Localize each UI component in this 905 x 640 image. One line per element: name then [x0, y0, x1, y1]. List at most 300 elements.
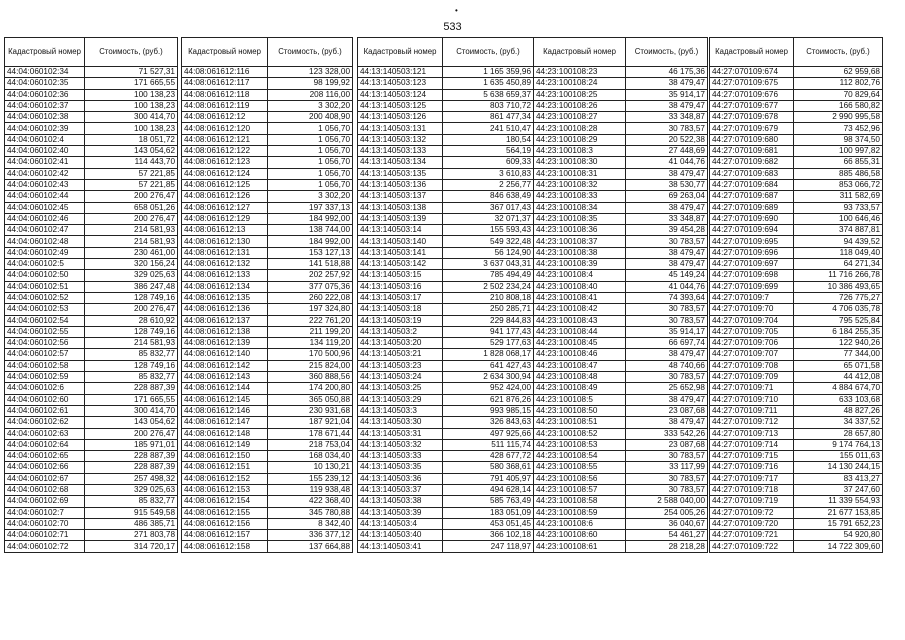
- table-row: [5, 123, 178, 134]
- cadastral-number: 44:23:100108:61: [534, 541, 626, 552]
- cadastral-number: 44:23:100108:48: [534, 372, 626, 383]
- cadastral-number: 44:04:060102:66: [5, 462, 85, 473]
- table-row: [710, 168, 883, 179]
- table-row: [534, 417, 708, 428]
- table-row: [710, 349, 883, 360]
- table-row: [182, 134, 353, 145]
- cost-value: 141 518,88: [268, 259, 353, 270]
- cadastral-number: 44:08:061612:157: [182, 530, 268, 541]
- cost-value: 21 677 153,85: [794, 507, 883, 518]
- table-row: [358, 168, 534, 179]
- table-row: [5, 473, 178, 484]
- table-row: [182, 349, 353, 360]
- cost-value: 94 439,52: [794, 236, 883, 247]
- table-row: [534, 146, 708, 157]
- table-row: [710, 360, 883, 371]
- cost-value: 1 056,70: [268, 157, 353, 168]
- cadastral-number: 44:13:140503:125: [358, 100, 443, 111]
- cost-value: 38 479,47: [626, 168, 708, 179]
- cadastral-number: 44:27:070109:675: [710, 78, 794, 89]
- cost-value: 100 997,82: [794, 146, 883, 157]
- table-row: [710, 259, 883, 270]
- table-row: [710, 428, 883, 439]
- cadastral-number: 44:08:061612:155: [182, 507, 268, 518]
- table-row: [182, 100, 353, 111]
- cost-value: 511 115,74: [443, 439, 534, 450]
- cost-table: [709, 37, 883, 553]
- table-row: [182, 315, 353, 326]
- cadastral-number: 44:08:061612:131: [182, 247, 268, 258]
- table-row: [710, 236, 883, 247]
- cadastral-number: 44:13:140503:135: [358, 168, 443, 179]
- cost-value: 197 337,13: [268, 202, 353, 213]
- cadastral-number: 44:23:100108:38: [534, 247, 626, 258]
- table-row: [358, 507, 534, 518]
- cadastral-number: 44:04:060102:67: [5, 473, 85, 484]
- table-row: [358, 67, 534, 78]
- table-row: [5, 157, 178, 168]
- table-row: [710, 157, 883, 168]
- table-row: [358, 473, 534, 484]
- cost-value: 93 733,57: [794, 202, 883, 213]
- cadastral-number: 44:04:060102:48: [5, 236, 85, 247]
- cadastral-number: 44:08:061612:125: [182, 179, 268, 190]
- cadastral-number: 44:23:100108:59: [534, 507, 626, 518]
- cadastral-number: 44:08:061612:138: [182, 326, 268, 337]
- cadastral-number: 44:27:070109:711: [710, 405, 794, 416]
- table-row: [358, 541, 534, 552]
- table-row: [182, 405, 353, 416]
- cadastral-number: 44:13:140503:132: [358, 134, 443, 145]
- cadastral-number: 44:04:060102:59: [5, 372, 85, 383]
- table-row: [5, 338, 178, 349]
- table-row: [182, 451, 353, 462]
- cadastral-number: 44:13:140503:133: [358, 146, 443, 157]
- cadastral-number: 44:08:061612:133: [182, 270, 268, 281]
- table-row: [5, 146, 178, 157]
- cost-value: 83 413,27: [794, 473, 883, 484]
- cadastral-number: 44:13:140503:39: [358, 507, 443, 518]
- cadastral-number: 44:13:140503:123: [358, 78, 443, 89]
- cadastral-number: 44:23:100108:45: [534, 338, 626, 349]
- cadastral-number: 44:27:070109:720: [710, 518, 794, 529]
- table-row: [358, 236, 534, 247]
- cadastral-number: 44:04:060102:43: [5, 179, 85, 190]
- table-row: [710, 530, 883, 541]
- cost-value: 178 671,44: [268, 428, 353, 439]
- table-row: [182, 439, 353, 450]
- cost-value: 210 808,18: [443, 292, 534, 303]
- cadastral-number: 44:08:061612:13: [182, 225, 268, 236]
- cost-value: 585 763,49: [443, 496, 534, 507]
- cadastral-number: 44:04:060102:55: [5, 326, 85, 337]
- cost-value: 70 829,64: [794, 89, 883, 100]
- cadastral-number: 44:13:140503:25: [358, 383, 443, 394]
- cost-value: 993 985,15: [443, 405, 534, 416]
- cost-value: 155 239,12: [268, 473, 353, 484]
- cost-value: 38 479,47: [626, 100, 708, 111]
- cost-value: 183 051,09: [443, 507, 534, 518]
- cost-value: 38 530,77: [626, 179, 708, 190]
- cadastral-number: 44:08:061612:154: [182, 496, 268, 507]
- cost-value: 300 414,70: [85, 405, 178, 416]
- cost-value: 128 749,16: [85, 326, 178, 337]
- cadastral-number: 44:23:100108:29: [534, 134, 626, 145]
- table-row: [182, 89, 353, 100]
- cost-value: 48 740,66: [626, 360, 708, 371]
- table-row: [534, 225, 708, 236]
- cadastral-number: 44:13:140503:35: [358, 462, 443, 473]
- cadastral-number: 44:13:140503:131: [358, 123, 443, 134]
- table-row: [358, 372, 534, 383]
- cadastral-number: 44:23:100108:39: [534, 259, 626, 270]
- cadastral-number: 44:04:060102:72: [5, 541, 85, 552]
- cost-value: 2 634 300,94: [443, 372, 534, 383]
- table-row: [5, 270, 178, 281]
- table-row: [710, 281, 883, 292]
- cadastral-number: 44:04:060102:42: [5, 168, 85, 179]
- table-row: [358, 349, 534, 360]
- table-row: [358, 518, 534, 529]
- table-row: [534, 123, 708, 134]
- cost-value: 35 914,17: [626, 326, 708, 337]
- table-row: [182, 112, 353, 123]
- table-row: [182, 383, 353, 394]
- cost-table: [357, 37, 534, 553]
- cadastral-number: 44:13:140503:17: [358, 292, 443, 303]
- cadastral-number: 44:04:060102:69: [5, 496, 85, 507]
- cost-value: 8 342,40: [268, 518, 353, 529]
- table-row: [710, 372, 883, 383]
- table-row: [358, 123, 534, 134]
- cost-value: 122 940,26: [794, 338, 883, 349]
- table-row: [710, 394, 883, 405]
- cost-value: 85 832,77: [85, 496, 178, 507]
- cadastral-number: 44:13:140503:137: [358, 191, 443, 202]
- cost-value: 853 066,72: [794, 179, 883, 190]
- cost-value: 360 888,56: [268, 372, 353, 383]
- cadastral-number: 44:23:100108:58: [534, 496, 626, 507]
- cost-value: 329 025,63: [85, 484, 178, 495]
- table-row: [534, 89, 708, 100]
- cadastral-number: 44:13:140503:121: [358, 67, 443, 78]
- table-row: [5, 496, 178, 507]
- cost-value: 30 783,57: [626, 484, 708, 495]
- table-row: [710, 78, 883, 89]
- table-row: [182, 259, 353, 270]
- cadastral-number: 44:23:100108:60: [534, 530, 626, 541]
- cost-value: 326 843,63: [443, 417, 534, 428]
- cost-value: 214 581,93: [85, 338, 178, 349]
- table-row: [534, 202, 708, 213]
- table-row: [358, 146, 534, 157]
- cost-value: 36 040,67: [626, 518, 708, 529]
- table-row: [710, 439, 883, 450]
- cost-value: 38 479,47: [626, 202, 708, 213]
- cadastral-number: 44:04:060102:35: [5, 78, 85, 89]
- cadastral-number: 44:13:140503:16: [358, 281, 443, 292]
- cost-value: 367 017,43: [443, 202, 534, 213]
- cost-value: 3 610,83: [443, 168, 534, 179]
- table-row: [534, 473, 708, 484]
- cost-value: 791 405,97: [443, 473, 534, 484]
- table-row: [5, 462, 178, 473]
- table-row: [534, 507, 708, 518]
- cost-value: 118 049,40: [794, 247, 883, 258]
- table-row: [5, 518, 178, 529]
- cadastral-number: 44:08:061612:129: [182, 213, 268, 224]
- table-row: [534, 292, 708, 303]
- table-row: [534, 428, 708, 439]
- table-row: [534, 168, 708, 179]
- cost-value: 184 992,00: [268, 213, 353, 224]
- cost-value: 128 749,16: [85, 360, 178, 371]
- cost-value: 37 247,60: [794, 484, 883, 495]
- cost-value: 138 744,00: [268, 225, 353, 236]
- cadastral-number: 44:27:070109:7: [710, 292, 794, 303]
- cadastral-number: 44:13:140503:19: [358, 315, 443, 326]
- cost-value: 123 328,00: [268, 67, 353, 78]
- cadastral-number: 44:23:100108:52: [534, 428, 626, 439]
- cadastral-number: 44:08:061612:151: [182, 462, 268, 473]
- cadastral-number: 44:27:070109:70: [710, 304, 794, 315]
- cadastral-number: 44:27:070109:704: [710, 315, 794, 326]
- table-row: [710, 191, 883, 202]
- cadastral-number: 44:04:060102:57: [5, 349, 85, 360]
- cost-value: 564,19: [443, 146, 534, 157]
- table-row: [534, 270, 708, 281]
- cadastral-number: 44:08:061612:144: [182, 383, 268, 394]
- cost-value: 155 593,43: [443, 225, 534, 236]
- cost-value: 30 783,57: [626, 236, 708, 247]
- cost-value: 69 263,04: [626, 191, 708, 202]
- cost-value: 941 177,43: [443, 326, 534, 337]
- cost-value: 241 510,47: [443, 123, 534, 134]
- table-row: [358, 484, 534, 495]
- cadastral-number: 44:27:070109:717: [710, 473, 794, 484]
- cost-value: 33 117,99: [626, 462, 708, 473]
- table-row: [534, 338, 708, 349]
- cadastral-number: 44:27:070109:681: [710, 146, 794, 157]
- cadastral-number: 44:27:070109:678: [710, 112, 794, 123]
- cadastral-number: 44:13:140503:134: [358, 157, 443, 168]
- cost-value: 228 887,39: [85, 462, 178, 473]
- cost-value: 621 876,26: [443, 394, 534, 405]
- table-row: [182, 541, 353, 552]
- table-row: [182, 473, 353, 484]
- cadastral-number: 44:13:140503:24: [358, 372, 443, 383]
- cadastral-number: 44:13:140503:2: [358, 326, 443, 337]
- cost-value: 200 276,47: [85, 428, 178, 439]
- table-row: [534, 484, 708, 495]
- cadastral-number: 44:23:100108:44: [534, 326, 626, 337]
- cost-value: 143 054,62: [85, 417, 178, 428]
- table-row: [710, 225, 883, 236]
- cadastral-number: 44:23:100108:37: [534, 236, 626, 247]
- cadastral-number: 44:08:061612:158: [182, 541, 268, 552]
- table-row: [5, 372, 178, 383]
- cost-value: 529 177,63: [443, 338, 534, 349]
- cadastral-number: 44:27:070109:706: [710, 338, 794, 349]
- cost-value: 200 276,47: [85, 213, 178, 224]
- cadastral-number: 44:04:060102:56: [5, 338, 85, 349]
- header-cadastral-number: Кадастровый номер: [534, 38, 626, 67]
- cost-value: 39 454,28: [626, 225, 708, 236]
- cadastral-number: 44:27:070109:699: [710, 281, 794, 292]
- cadastral-number: 44:23:100108:24: [534, 78, 626, 89]
- cost-value: 171 665,55: [85, 394, 178, 405]
- table-row: [358, 78, 534, 89]
- cost-value: 208 116,00: [268, 89, 353, 100]
- cadastral-number: 44:27:070109:696: [710, 247, 794, 258]
- cadastral-number: 44:08:061612:142: [182, 360, 268, 371]
- cadastral-number: 44:27:070109:676: [710, 89, 794, 100]
- cadastral-number: 44:13:140503:142: [358, 259, 443, 270]
- cadastral-number: 44:13:140503:29: [358, 394, 443, 405]
- cadastral-number: 44:08:061612:137: [182, 315, 268, 326]
- table-row: [710, 383, 883, 394]
- cadastral-number: 44:08:061612:123: [182, 157, 268, 168]
- cadastral-number: 44:27:070109:719: [710, 496, 794, 507]
- cadastral-number: 44:23:100108:57: [534, 484, 626, 495]
- cost-value: 2 256,77: [443, 179, 534, 190]
- cadastral-number: 44:04:060102:62: [5, 417, 85, 428]
- table-row: [710, 89, 883, 100]
- table-row: [710, 451, 883, 462]
- table-row: [534, 462, 708, 473]
- table-row: [5, 530, 178, 541]
- table-row: [710, 473, 883, 484]
- cadastral-number: 44:23:100108:41: [534, 292, 626, 303]
- table-row: [182, 394, 353, 405]
- table-row: [358, 496, 534, 507]
- cost-value: 885 486,58: [794, 168, 883, 179]
- cost-value: 77 344,00: [794, 349, 883, 360]
- cadastral-number: 44:23:100108:33: [534, 191, 626, 202]
- cadastral-number: 44:23:100108:35: [534, 213, 626, 224]
- table-row: [534, 394, 708, 405]
- table-row: [358, 315, 534, 326]
- cost-value: 200 276,47: [85, 304, 178, 315]
- cadastral-number: 44:08:061612:124: [182, 168, 268, 179]
- cost-value: 254 005,26: [626, 507, 708, 518]
- stray-dot: •: [455, 6, 458, 15]
- cadastral-number: 44:04:060102:34: [5, 67, 85, 78]
- cadastral-number: 44:23:100108:4: [534, 270, 626, 281]
- table-row: [534, 134, 708, 145]
- cadastral-number: 44:08:061612:156: [182, 518, 268, 529]
- table-row: [534, 247, 708, 258]
- cost-value: 14 722 309,60: [794, 541, 883, 552]
- cadastral-number: 44:27:070109:694: [710, 225, 794, 236]
- cadastral-number: 44:13:140503:32: [358, 439, 443, 450]
- cost-value: 128 749,16: [85, 292, 178, 303]
- cadastral-number: 44:23:100108:55: [534, 462, 626, 473]
- cadastral-number: 44:23:100108:43: [534, 315, 626, 326]
- table-row: [5, 349, 178, 360]
- table-row: [710, 247, 883, 258]
- cadastral-number: 44:08:061612:127: [182, 202, 268, 213]
- header-cost: Стоимость, (руб.): [268, 38, 353, 67]
- cadastral-number: 44:23:100108:46: [534, 349, 626, 360]
- cost-value: 211 199,20: [268, 326, 353, 337]
- cadastral-number: 44:08:061612:153: [182, 484, 268, 495]
- table-row: [5, 326, 178, 337]
- table-row: [710, 179, 883, 190]
- cadastral-number: 44:04:060102:68: [5, 484, 85, 495]
- cadastral-number: 44:23:100108:5: [534, 394, 626, 405]
- table-row: [710, 405, 883, 416]
- cadastral-number: 44:04:060102:71: [5, 530, 85, 541]
- table-row: [182, 360, 353, 371]
- cost-value: 184 992,00: [268, 236, 353, 247]
- table-row: [5, 394, 178, 405]
- table-row: [534, 259, 708, 270]
- cadastral-number: 44:27:070109:713: [710, 428, 794, 439]
- table-row: [5, 100, 178, 111]
- cadastral-number: 44:13:140503:41: [358, 541, 443, 552]
- cadastral-number: 44:13:140503:31: [358, 428, 443, 439]
- cadastral-number: 44:04:060102:7: [5, 507, 85, 518]
- cost-value: 38 479,47: [626, 417, 708, 428]
- cadastral-number: 44:04:060102:47: [5, 225, 85, 236]
- table-row: [358, 225, 534, 236]
- table-row: [5, 191, 178, 202]
- cadastral-number: 44:08:061612:12: [182, 112, 268, 123]
- cadastral-number: 44:13:140503:4: [358, 518, 443, 529]
- cadastral-number: 44:13:140503:23: [358, 360, 443, 371]
- cadastral-number: 44:23:100108:27: [534, 112, 626, 123]
- cadastral-number: 44:23:100108:56: [534, 473, 626, 484]
- cadastral-number: 44:23:100108:47: [534, 360, 626, 371]
- cadastral-number: 44:27:070109:695: [710, 236, 794, 247]
- cost-value: 915 549,58: [85, 507, 178, 518]
- cadastral-number: 44:08:061612:117: [182, 78, 268, 89]
- cost-value: 846 638,49: [443, 191, 534, 202]
- table-row: [710, 146, 883, 157]
- table-row: [534, 541, 708, 552]
- header-cadastral-number: Кадастровый номер: [358, 38, 443, 67]
- table-row: [710, 417, 883, 428]
- cadastral-number: 44:13:140503:40: [358, 530, 443, 541]
- cadastral-number: 44:27:070109:679: [710, 123, 794, 134]
- cadastral-number: 44:27:070109:684: [710, 179, 794, 190]
- cadastral-number: 44:04:060102:37: [5, 100, 85, 111]
- cost-value: 497 925,66: [443, 428, 534, 439]
- table-row: [5, 202, 178, 213]
- table-row: [5, 281, 178, 292]
- cost-value: 20 522,38: [626, 134, 708, 145]
- cadastral-number: 44:23:100108:49: [534, 383, 626, 394]
- cadastral-number: 44:13:140503:38: [358, 496, 443, 507]
- table-row: [710, 292, 883, 303]
- table-row: [710, 270, 883, 281]
- cadastral-number: 44:27:070109:680: [710, 134, 794, 145]
- table-row: [182, 191, 353, 202]
- cadastral-number: 44:08:061612:135: [182, 292, 268, 303]
- cost-value: 549 322,48: [443, 236, 534, 247]
- cadastral-number: 44:08:061612:118: [182, 89, 268, 100]
- cadastral-number: 44:23:100108:36: [534, 225, 626, 236]
- table-row: [710, 518, 883, 529]
- cost-value: 5 638 659,37: [443, 89, 534, 100]
- cost-value: 377 075,36: [268, 281, 353, 292]
- table-row: [358, 326, 534, 337]
- table-row: [534, 315, 708, 326]
- cost-value: 218 753,04: [268, 439, 353, 450]
- cost-value: 98 374,50: [794, 134, 883, 145]
- cadastral-number: 44:13:140503:139: [358, 213, 443, 224]
